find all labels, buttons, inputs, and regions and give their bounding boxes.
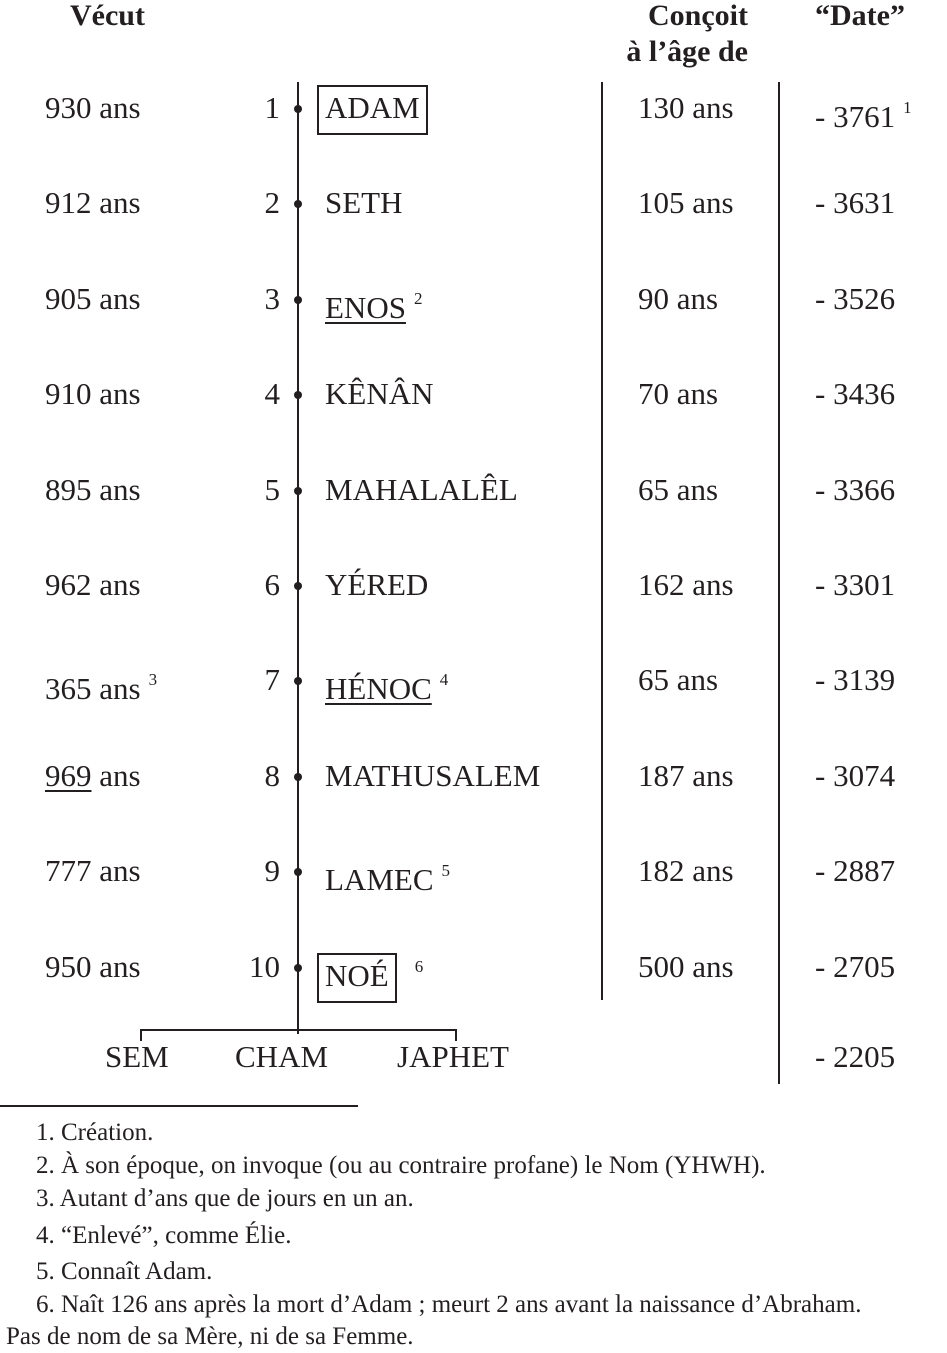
date-value: - 3301	[815, 567, 896, 602]
generation-number: 7	[264, 662, 280, 698]
vecut-cell	[45, 279, 141, 319]
date-value: - 3074	[815, 757, 896, 793]
header-date: “Date”	[815, 0, 905, 32]
vecut-cell	[45, 947, 141, 987]
date-cell	[815, 88, 912, 137]
patriarch-name: MAHALALÊL	[325, 471, 518, 507]
date-cell	[815, 660, 895, 700]
vecut-cell	[45, 374, 141, 414]
age-at-conception: 90 ans	[638, 280, 719, 316]
vecut-value: 910 ans	[45, 376, 141, 412]
footnote-ref: 5	[441, 861, 450, 881]
son-sem: SEM	[105, 1039, 169, 1074]
lineage-dot	[294, 677, 302, 685]
patriarch-name-cell	[325, 279, 422, 328]
header-concoit-line1: Conçoit	[648, 0, 748, 32]
footnote-5: 5. Connaît Adam.	[36, 1258, 213, 1285]
column-divider-left	[601, 82, 603, 1000]
vecut-cell	[45, 470, 141, 510]
vecut-value: 962 ans	[45, 567, 141, 602]
age-at-conception: 187 ans	[638, 757, 734, 793]
lineage-dot	[294, 105, 302, 113]
patriarch-name-cell	[325, 660, 448, 709]
patriarch-name: KÊNÂN	[325, 376, 434, 412]
vecut-cell	[45, 660, 157, 709]
patriarch-name-cell	[325, 470, 518, 510]
footnote-3: 3. Autant d’ans que de jours en un an.	[36, 1185, 414, 1212]
patriarch-name-cell	[325, 88, 428, 128]
date-value: - 3526	[815, 280, 896, 316]
date-value: - 3761	[815, 99, 896, 134]
footnote-2: 2. À son époque, on invoque (ou au contraire profane) le Nom (YHWH).	[36, 1152, 766, 1179]
patriarch-name: LAMEC	[325, 862, 434, 898]
vecut-value: 950 ans	[45, 948, 141, 984]
generation-number: 1	[264, 90, 280, 125]
date-cell	[815, 374, 895, 414]
vecut-value: 777 ans	[45, 853, 141, 889]
age-at-conception: 162 ans	[638, 567, 734, 602]
generation-number: 8	[264, 757, 280, 793]
patriarch-name-cell	[325, 947, 423, 996]
date-value: - 3139	[815, 662, 896, 698]
patriarch-name: HÉNOC	[325, 671, 432, 707]
vecut-value: 930 ans	[45, 90, 141, 125]
footnote-ref: 6	[414, 956, 424, 976]
generation-number: 2	[264, 185, 280, 221]
vecut-cell	[45, 183, 141, 223]
footnote-ref: 2	[413, 288, 423, 308]
age-at-conception: 500 ans	[638, 948, 734, 984]
footnote-6: 6. Naît 126 ans après la mort d’Adam ; meurt 2 ans avant la naissance d’Abraham.	[36, 1291, 862, 1318]
patriarch-name: MATHUSALEM	[325, 757, 541, 793]
vecut-value: 895 ans	[45, 471, 141, 507]
patriarch-name: YÉRED	[325, 567, 429, 602]
lineage-dot	[294, 582, 302, 590]
son-japhet: JAPHET	[397, 1039, 509, 1074]
lineage-dot	[294, 391, 302, 399]
column-divider-right	[778, 82, 780, 1084]
sons-branch-line	[140, 1029, 457, 1031]
date-value: - 3631	[815, 185, 896, 221]
generation-number: 4	[264, 376, 280, 412]
lineage-dot	[294, 773, 302, 781]
vecut-cell	[45, 851, 141, 891]
lineage-dot	[294, 296, 302, 304]
generation-number: 6	[264, 567, 280, 602]
date-value: - 3366	[815, 471, 896, 507]
generation-number: 3	[264, 280, 280, 316]
patriarch-name: ENOS	[325, 289, 406, 325]
age-at-conception: 65 ans	[638, 471, 719, 507]
vecut-value: 905 ans	[45, 280, 141, 316]
footnote-separator	[0, 1105, 358, 1107]
lineage-dot	[294, 487, 302, 495]
patriarch-name-cell	[325, 756, 540, 796]
date-value: - 2705	[815, 948, 896, 984]
footnote-ref: 3	[148, 670, 158, 690]
date-cell	[815, 756, 895, 796]
date-cell	[815, 947, 895, 987]
age-at-conception: 105 ans	[638, 185, 734, 221]
date-cell	[815, 183, 895, 223]
date-cell	[815, 279, 895, 319]
footnote-ref: 4	[439, 670, 449, 690]
lineage-dot	[294, 200, 302, 208]
footnote-4: 4. “Enlevé”, comme Élie.	[36, 1222, 292, 1249]
vecut-cell	[45, 565, 141, 605]
date-cell	[815, 851, 895, 891]
generation-number: 10	[249, 948, 280, 984]
footnote-6-continuation: Pas de nom de sa Mère, ni de sa Femme.	[6, 1323, 414, 1350]
vecut-value: ans	[91, 757, 141, 793]
patriarch-name-cell	[325, 851, 450, 900]
date-cell	[815, 565, 895, 605]
header-concoit-line2: à l’âge de	[626, 35, 748, 68]
age-at-conception: 65 ans	[638, 662, 719, 698]
patriarch-name-cell	[325, 374, 434, 414]
header-vecut: Vécut	[70, 0, 145, 32]
sons-date: - 2205	[815, 1039, 896, 1074]
patriarch-name: SETH	[325, 185, 403, 221]
patriarch-name-cell	[325, 183, 403, 223]
footnote-1: 1. Création.	[36, 1119, 154, 1146]
vecut-value: 912 ans	[45, 185, 141, 221]
footnote-ref: 1	[903, 98, 912, 117]
lineage-dot	[294, 868, 302, 876]
son-cham: CHAM	[235, 1039, 329, 1074]
lineage-dot	[294, 964, 302, 972]
vecut-underlined-value: 969	[45, 757, 92, 793]
vecut-value: 365 ans	[45, 671, 141, 707]
age-at-conception: 70 ans	[638, 376, 719, 412]
date-value: - 3436	[815, 376, 896, 412]
age-at-conception: 182 ans	[638, 853, 734, 889]
age-at-conception: 130 ans	[638, 90, 734, 125]
lineage-vertical-line	[297, 82, 299, 1034]
date-cell	[815, 470, 895, 510]
vecut-cell	[45, 756, 141, 796]
date-value: - 2887	[815, 853, 896, 889]
vecut-cell	[45, 88, 141, 128]
patriarch-name-cell	[325, 565, 428, 605]
generation-number: 9	[264, 853, 280, 889]
patriarch-name: NOÉ	[317, 953, 397, 1003]
generation-number: 5	[264, 471, 280, 507]
patriarch-name: ADAM	[317, 85, 428, 135]
